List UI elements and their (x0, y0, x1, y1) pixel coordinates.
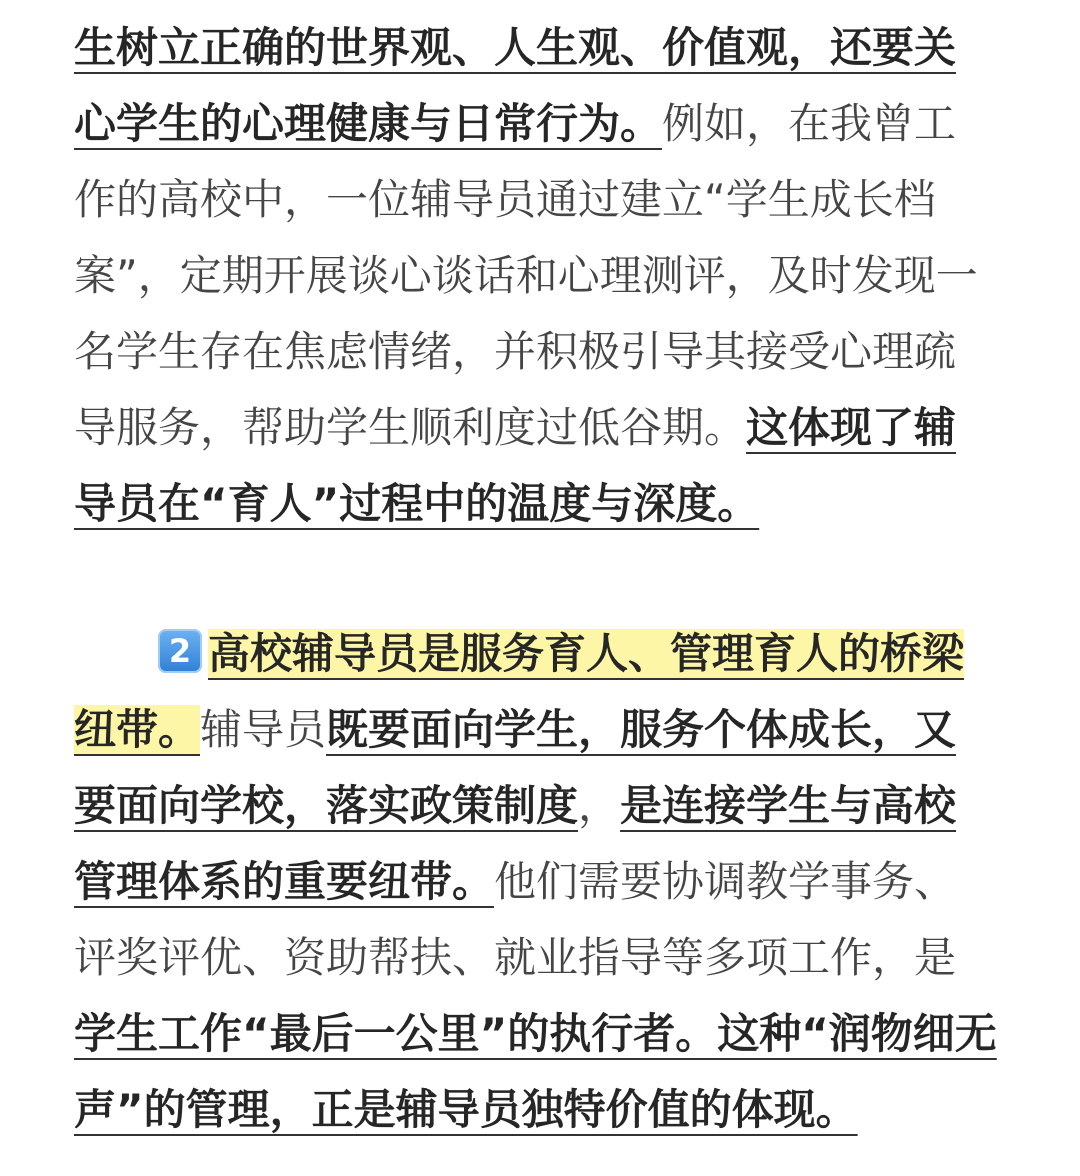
bold-underlined-text: 导员在“育人”过程中的温度与深度。 (74, 479, 760, 528)
body-text: 辅导员 (200, 705, 327, 754)
bold-underlined-text: 生树立正确的世界观、人生观、价值观，还要关 (74, 23, 957, 72)
p1-line-2 (74, 86, 956, 162)
body-text: 案”，定期开展谈心谈话和心理测评，及时发现一 (74, 251, 978, 300)
p2-line-5 (74, 920, 956, 996)
body-text: 评奖评优、资助帮扶、就业指导等多项工作，是 (74, 933, 957, 982)
highlighted-heading-text: 纽带。 (74, 705, 201, 754)
p1-line-7 (74, 466, 759, 542)
bold-underlined-text: 管理体系的重要纽带。 (74, 857, 495, 906)
body-text: ， (578, 781, 621, 830)
bold-underlined-text: 既要面向学生，服务个体成长，又 (326, 705, 957, 754)
bold-underlined-text: 要面向学校，落实政策制度 (74, 781, 579, 830)
body-text: 例如，在我曾工 (662, 99, 957, 148)
bold-underlined-text: 这体现了辅 (746, 403, 957, 452)
p2-line-1 (158, 616, 964, 692)
p1-line-6 (74, 390, 956, 466)
p2-line-4 (74, 844, 956, 920)
p2-line-7 (74, 1072, 858, 1148)
p1-line-5 (74, 314, 956, 390)
body-text: 导服务，帮助学生顺利度过低谷期。 (74, 403, 747, 452)
bold-underlined-text: 学生工作“最后一公里”的执行者。这种“润物细无 (74, 1009, 997, 1058)
p1-line-4 (74, 238, 978, 314)
body-text: 作的高校中，一位辅导员通过建立“学生成长档 (74, 175, 936, 224)
number-2-badge-icon: 2 (158, 629, 202, 673)
bold-underlined-text: 心学生的心理健康与日常行为。 (74, 99, 663, 148)
p1-line-1 (74, 10, 956, 86)
p2-line-3 (74, 768, 956, 844)
highlighted-heading-text: 高校辅导员是服务育人、管理育人的桥梁 (208, 629, 965, 678)
p2-line-6 (74, 996, 997, 1072)
bold-underlined-text: 声”的管理，正是辅导员独特价值的体现。 (74, 1085, 858, 1134)
p1-line-3 (74, 162, 936, 238)
p2-line-2 (74, 692, 956, 768)
bold-underlined-text: 是连接学生与高校 (620, 781, 957, 830)
body-text: 名学生存在焦虑情绪，并积极引导其接受心理疏 (74, 327, 957, 376)
body-text: 他们需要协调教学事务、 (494, 857, 957, 906)
